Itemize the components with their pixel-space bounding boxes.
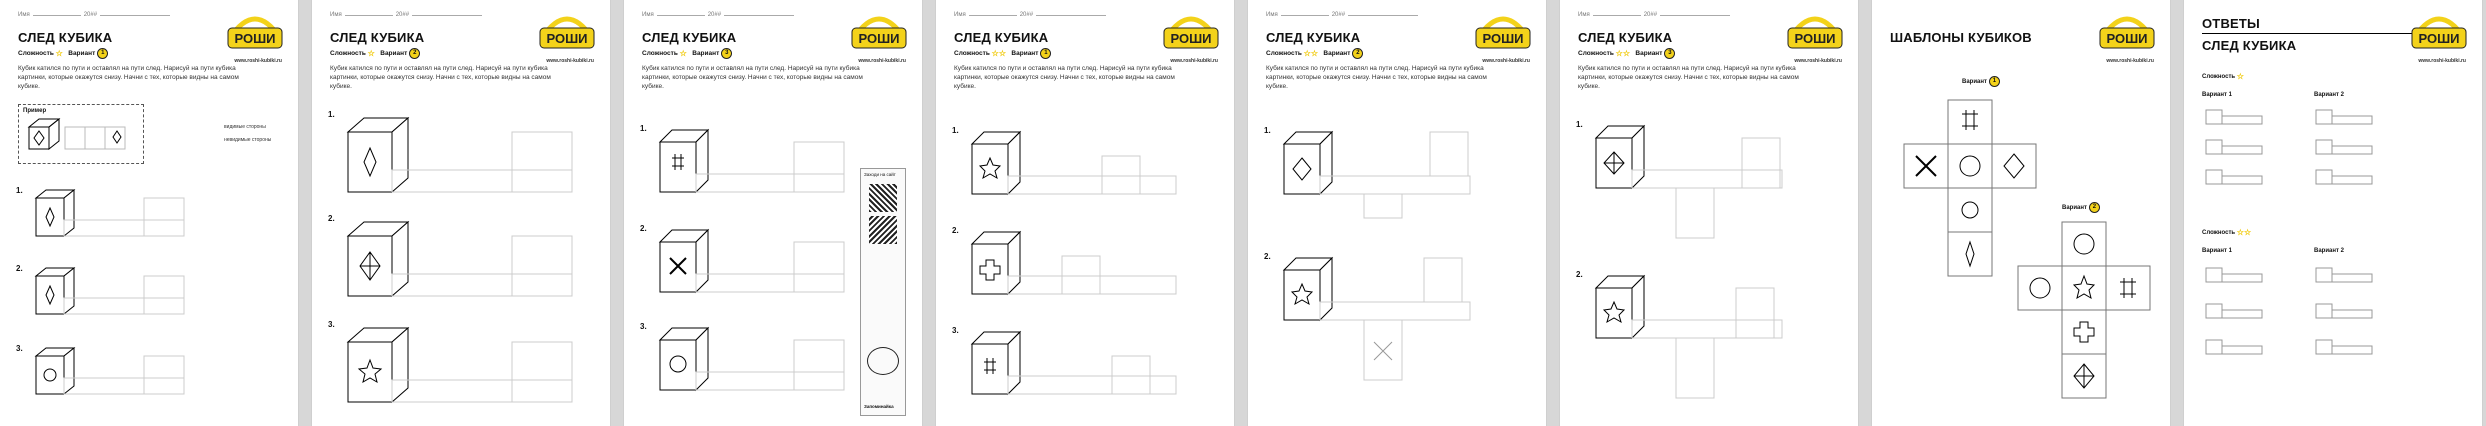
- page-title: СЛЕД КУБИКА: [1578, 30, 1673, 45]
- cube-path-3: [26, 344, 206, 404]
- worksheet-page-1: [0, 0, 298, 426]
- answers-page: [2184, 0, 2482, 426]
- cube-path-2: [26, 264, 206, 324]
- page-title: СЛЕД КУБИКА: [642, 30, 737, 45]
- instruction-text: Кубик катился по пути и оставлял на пути след. Нарисуй на пути кубика картинки, которые окажутся снизу. Начни с тех, которые видны на самом кубике.: [18, 65, 239, 90]
- svg-text:РОШИ: РОШИ: [1794, 31, 1836, 46]
- difficulty-row: Сложность ☆ Вариант 3: [642, 48, 732, 59]
- task-number: 2.: [16, 264, 23, 273]
- variant-badge: 2: [409, 48, 420, 59]
- cube-path-3: [338, 322, 578, 412]
- task-number: 2.: [1576, 270, 1583, 279]
- cube-path-2: [962, 226, 1182, 306]
- variant-label-2: Вариант 2: [2062, 202, 2100, 213]
- worksheet-page-5: [1248, 0, 1546, 426]
- instruction-text: Кубик катился по пути и оставлял на пути след. Нарисуй на пути кубика картинки, которые окажутся снизу. Начни с тех, которые видны на самом кубике.: [954, 65, 1175, 90]
- qr-code: [869, 184, 897, 212]
- mascot-icon: [867, 347, 899, 375]
- variant-badge: 2: [1352, 48, 1363, 59]
- task-number: 2.: [640, 224, 647, 233]
- header-line: Имя 20##: [642, 12, 797, 18]
- cube-path-1: [962, 126, 1182, 206]
- qr-code: [869, 216, 897, 244]
- site-url: www.roshi-kubiki.ru: [2418, 58, 2466, 64]
- answers-title: ОТВЕТЫ: [2202, 16, 2260, 31]
- svg-text:РОШИ: РОШИ: [546, 31, 588, 46]
- task-number: 1.: [16, 186, 23, 195]
- cube-path-1: [26, 186, 206, 246]
- difficulty-row: Сложность ☆☆ Вариант 1: [954, 48, 1051, 59]
- side-card-label: Заходи на сайт: [864, 172, 896, 177]
- task-number: 3.: [640, 322, 647, 331]
- cube-path-1: [1586, 120, 1826, 250]
- page-title: СЛЕД КУБИКА: [330, 30, 425, 45]
- name-label: Имя: [18, 12, 30, 18]
- task-number: 2.: [328, 214, 335, 223]
- instruction-text: Кубик катился по пути и оставлял на пути след. Нарисуй на пути кубика картинки, которые окажутся снизу. Начни с тех, которые видны на самом кубике.: [1578, 65, 1799, 90]
- worksheet-page-6: [1560, 0, 1858, 426]
- header-line: Имя 20##: [330, 12, 485, 18]
- answer-variant-3: Вариант 1: [2202, 248, 2232, 254]
- task-number: 2.: [1264, 252, 1271, 261]
- svg-text:РОШИ: РОШИ: [234, 31, 276, 46]
- task-number: 2.: [952, 226, 959, 235]
- svg-text:РОШИ: РОШИ: [2106, 31, 2148, 46]
- page-title: СЛЕД КУБИКА: [2202, 38, 2297, 53]
- star-icon: ☆☆: [1303, 49, 1318, 58]
- instruction-text: Кубик катился по пути и оставлял на пути след. Нарисуй на пути кубика картинки, которые окажутся снизу. Начни с тех, которые видны на самом кубике.: [1266, 65, 1487, 90]
- difficulty-row: Сложность ☆☆ Вариант 2: [1266, 48, 1363, 59]
- answers-grid-1: [2202, 102, 2432, 202]
- star-icon: ☆: [679, 49, 687, 58]
- star-icon: ☆☆: [1615, 49, 1630, 58]
- difficulty-row: Сложность ☆ Вариант 2: [330, 48, 420, 59]
- star-icon: ☆: [367, 49, 375, 58]
- star-icon: ☆☆: [991, 49, 1006, 58]
- worksheet-page-4: [936, 0, 1234, 426]
- page-title: СЛЕД КУБИКА: [1266, 30, 1361, 45]
- cube-path-2: [1274, 252, 1514, 402]
- answers-grid-2: [2202, 260, 2432, 390]
- page-title: СЛЕД КУБИКА: [18, 30, 113, 45]
- variant-label-1: Вариант 1: [1962, 76, 2000, 87]
- cube-path-3: [962, 326, 1182, 406]
- cube-path-1: [1274, 126, 1514, 236]
- difficulty-row: Сложность ☆☆ Вариант 3: [1578, 48, 1675, 59]
- variant-badge: 1: [97, 48, 108, 59]
- task-number: 3.: [16, 344, 23, 353]
- task-number: 1.: [328, 110, 335, 119]
- header-line: [18, 12, 173, 18]
- cube-path-1: [338, 112, 578, 202]
- instruction-text: Кубик катился по пути и оставлял на пути след. Нарисуй на пути кубика картинки, которые окажутся снизу. Начни с тех, которые видны на самом кубике.: [642, 65, 863, 90]
- legend: [224, 124, 274, 144]
- difficulty-row: Сложность ☆ Вариант 1: [18, 48, 108, 59]
- cube-path-3: [650, 322, 850, 402]
- task-number: 3.: [952, 326, 959, 335]
- instruction-text: Кубик катился по пути и оставлял на пути след. Нарисуй на пути кубика картинки, которые окажутся снизу. Начни с тех, которые видны на самом кубике.: [330, 65, 551, 90]
- site-url: www.roshi-kubiki.ru: [1170, 58, 1218, 64]
- task-number: 1.: [640, 124, 647, 133]
- example-cube: [25, 117, 137, 157]
- cube-path-2: [338, 216, 578, 306]
- difficulty-2: Сложность ☆☆: [2202, 228, 2252, 237]
- legend-visible: видимые стороны: [224, 124, 266, 130]
- page-title: ШАБЛОНЫ КУБИКОВ: [1890, 30, 2032, 45]
- year-label: 20##: [83, 12, 98, 18]
- task-number: 1.: [1576, 120, 1583, 129]
- answer-variant-2: Вариант 2: [2314, 92, 2344, 98]
- example-label: Пример: [23, 108, 47, 114]
- task-number: 1.: [1264, 126, 1271, 135]
- site-url: www.roshi-kubiki.ru: [1794, 58, 1842, 64]
- site-url: www.roshi-kubiki.ru: [234, 58, 282, 64]
- site-url: www.roshi-kubiki.ru: [546, 58, 594, 64]
- example-box: [18, 104, 144, 164]
- header-line: Имя 20##: [954, 12, 1109, 18]
- star-icon: ☆: [55, 49, 63, 58]
- svg-text:РОШИ: РОШИ: [1170, 31, 1212, 46]
- answer-variant-4: Вариант 2: [2314, 248, 2344, 254]
- answer-variant-1: Вариант 1: [2202, 92, 2232, 98]
- site-url: www.roshi-kubiki.ru: [1482, 58, 1530, 64]
- header-line: Имя 20##: [1266, 12, 1421, 18]
- cube-path-2: [1586, 270, 1826, 410]
- page-title: СЛЕД КУБИКА: [954, 30, 1049, 45]
- legend-hidden: невидимые стороны: [224, 137, 272, 143]
- variant-badge: 3: [1664, 48, 1675, 59]
- cube-path-2: [650, 224, 850, 304]
- task-number: 3.: [328, 320, 335, 329]
- task-number: 1.: [952, 126, 959, 135]
- svg-text:РОШИ: РОШИ: [1482, 31, 1524, 46]
- worksheet-page-2: [312, 0, 610, 426]
- site-url: www.roshi-kubiki.ru: [2106, 58, 2154, 64]
- worksheet-page-3: [624, 0, 922, 426]
- side-card: [860, 168, 906, 416]
- svg-text:РОШИ: РОШИ: [2418, 31, 2460, 46]
- header-line: Имя 20##: [1578, 12, 1733, 18]
- svg-text:РОШИ: РОШИ: [858, 31, 900, 46]
- cube-net-2: [1990, 218, 2160, 418]
- variant-badge: 1: [1040, 48, 1051, 59]
- difficulty-1: Сложность ☆: [2202, 72, 2244, 81]
- site-url: www.roshi-kubiki.ru: [858, 58, 906, 64]
- cube-path-1: [650, 124, 850, 204]
- variant-badge: 3: [721, 48, 732, 59]
- templates-page: [1872, 0, 2170, 426]
- side-card-footer: Запоминайка: [864, 404, 894, 409]
